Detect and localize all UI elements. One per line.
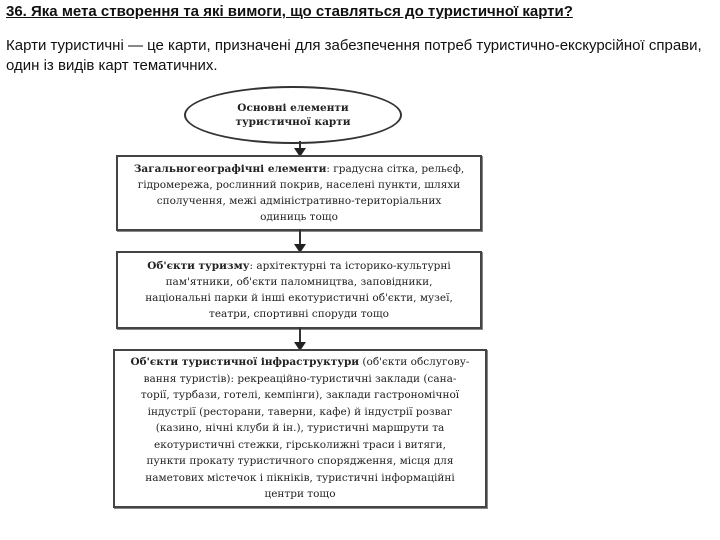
definition-text: Карти туристичні — це карти, призначені для забезпечення потреб туристично-екскурсійної справи, один із видів карт тематичних.: [6, 37, 702, 74]
box-text: (об'єкти обслугову-: [359, 356, 470, 369]
box-tourism-infrastructure: [113, 349, 487, 508]
root-line-2: туристичної карти: [235, 116, 351, 128]
box-text: пункти прокату туристичного спорядження, місця для: [146, 455, 454, 468]
box-text: центри тощо: [264, 488, 336, 501]
box-heading: Об'єкти туристичної інфраструктури: [130, 356, 360, 369]
box-text: індустрії (ресторани, таверни, кафе) й індустрії розваг: [147, 405, 453, 418]
box-text: : градусна сітка, рельєф,: [326, 163, 465, 175]
box-text: наметових містечок і пікніків, туристичні інформаційні: [145, 471, 455, 484]
root-line-1: Основні елементи: [237, 102, 349, 114]
box-text: торії, турбази, готелі, кемпінги), заклади гастрономічної: [140, 389, 460, 402]
arrow-down-icon: [299, 327, 301, 349]
box-text: гідромережа, рослинний покрив, населені пункти, шляхи: [137, 179, 461, 191]
box-text: : архітектурні та історико-культурні: [249, 260, 451, 272]
box-text: театри, спортивні споруди тощо: [209, 308, 389, 320]
page-title: 36. Яка мета створення та які вимоги, що ставляться до туристичної карти?: [6, 3, 573, 20]
box-text: сполучення, межі адміністративно-територіальних: [156, 195, 442, 207]
box-text: національні парки й інші екотуристичні об'єкти, музеї,: [145, 292, 453, 304]
box-text: одиниць тощо: [260, 211, 338, 223]
box-heading: Об'єкти туризму: [147, 260, 250, 272]
box-general-geographic: [116, 155, 482, 231]
diagram-root-node: [184, 86, 402, 144]
box-tourism-objects: [116, 251, 482, 329]
box-text: вання туристів): рекреаційно-туристичні заклади (сана-: [143, 372, 457, 385]
box-text: пам'ятники, об'єкти паломництва, заповідники,: [165, 276, 433, 288]
box-text: екотуристичні стежки, гірськолижні траси і витяги,: [154, 438, 446, 451]
arrow-down-icon: [299, 229, 301, 251]
arrow-down-icon: [299, 141, 301, 155]
box-text: (казино, нічні клуби й ін.), туристичні маршрути та: [155, 422, 445, 435]
box-heading: Загальногеографічні елементи: [133, 163, 327, 175]
